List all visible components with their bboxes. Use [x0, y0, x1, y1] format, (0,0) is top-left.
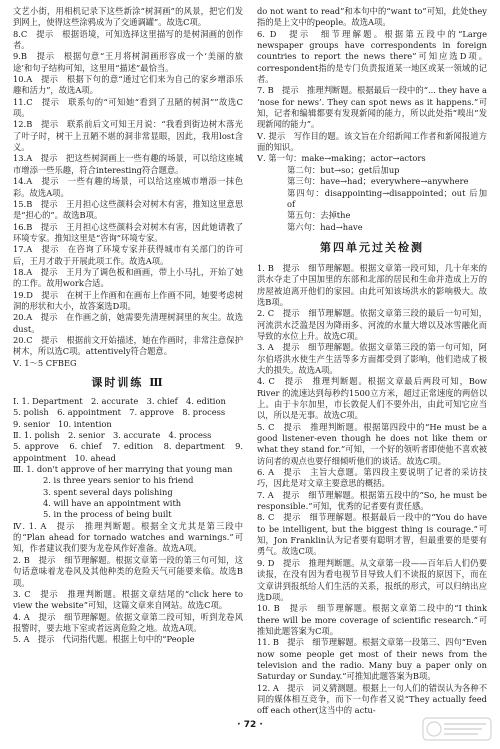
answer-line: Ⅰ. 1. Department 2. accurate 3. chief 4. edition [13, 396, 226, 406]
answer-paragraph: 6. D 提示 细节理解题。根据第五段中的“Large newspaper groups have correspondents in foreign countries to report the news there”可知应选D项。correspondent指的是专门负责报道某一地区或某一领域的记者。 [257, 28, 487, 85]
answer-paragraph: 6. A 提示 主旨大意题。第四段主要说明了记者的采访技巧，因此是对文章主要意思的概括。 [257, 467, 487, 489]
section-heading: 课时训练 Ⅲ [91, 376, 165, 389]
answer-paragraph: Ⅴ. 第一句：make→making；actor→actors [257, 153, 426, 164]
answer-paragraph: 9.B 提示 根据句意“王月将树洞画形容成一个‘美丽的旅途’和句子结构可知，这里用“描述”最恰当。 [13, 51, 243, 73]
answer-line: 5. in the process of being built [43, 509, 172, 520]
answer-paragraph: 2. C 提示 细节理解题。依据文章第三段的最后一句可知，河流洪水泛滥是因为降雨多、河流的水量大增以及冰雪融化而导致的水位上升。故选C项。 [257, 308, 487, 341]
watermark-logo-icon [422, 715, 492, 743]
answer-line: 3. spent several days polishing [43, 486, 173, 497]
answer-paragraph: 14.A 提示 一些有趣的场景，可以给这座城市增添一抹色彩。故选A项。 [13, 176, 243, 198]
left-column [13, 6, 243, 646]
answer-line: 第二句：but→so；get后加up [287, 164, 400, 175]
answer-line: 第四句：disappointing→disappointed；out 后加of [287, 187, 487, 209]
answer-paragraph: 19.D 提示 在树干上作画和在画布上作画不同，她要考虑树洞的形状和大小，故答案选D项。 [13, 289, 243, 311]
answer-paragraph: 12. A 提示 词义猜测题。根据上一句人们的错误认为各种不同的媒体相互竞争，而下一句作者又说“They actually feed off each other(这当中的 actu- [257, 682, 487, 716]
right-column [257, 6, 487, 717]
answer-paragraph: 9. D 提示 推理判断题。从文章第一段——百年后人们仍要读报，在没有因为看电视节目导致人们不读报的原因下，而在文章讲到报纸给人们生活的关系，报纸的形式，可以归纳出应选D项。 [257, 557, 487, 602]
answer-paragraph: 4. C 提示 推理判断题。根据文章最后两段可知，Bow River 的流速达到每秒约1500立方米，超过正常速度的两倍以上。由于卡尔加里，市长敦促人们不要外出，由此可知它应当以，所以是无事。故选C项。 [257, 376, 487, 421]
answer-line: 5. approve 6. chief 7. edition 8. department 9. appointment 10. ahead [13, 441, 243, 463]
answer-paragraph: 5. A 提示 代词指代题。根据上句中的“People [13, 634, 195, 645]
answer-paragraph: 11. B 提示 细节理解题。根据文章第一段第三、四句“Even now some people get most of their news from the television and the radio. Many buy a paper only on Saturday or Sunday.”可推知此题答案为B项。 [257, 637, 487, 682]
answer-paragraph: 15.B 提示 王月担心这些颜料会对树木有害，推知这里意思是“担心的”。故选B项。 [13, 198, 243, 221]
answer-paragraph: 3. C 提示 推理判断题。根据文章结尾的“click here to view the website”可知，这篇文章来自网站。故选C项。 [13, 588, 243, 611]
answer-line: 5. polish 6. appointment 7. approve 8. process [13, 407, 226, 418]
answer-paragraph: 4. A 提示 细节理解题。依据文章第二段可知，听到龙卷风报警时，要去地下室或者远离危险之地。故选A项。 [13, 611, 243, 633]
answer-paragraph: 2. B 提示 细节理解题。根据文章第一段的第三句可知，这句话意味着龙卷风及其他种类的危险天气可能要来临。故选B项。 [13, 554, 243, 588]
answer-paragraph: 8.C 提示 根据语境，可知选择这里描写的是树洞画的创作者。 [13, 28, 243, 51]
answer-paragraph: 1. B 提示 细节理解题。根据文章第一段可知，几十年来的洪水夺走了中国加里的东部和北部的居民和生命并造成上万的房屋被迫离开他们的家园。由此可知该场洪水的影响极大。故选B项。 [257, 262, 487, 307]
answer-paragraph: 20.C 提示 根据前文开始描述，她在作画时，非常注意保护树木，所以选C项。attentively符合题意。 [13, 334, 243, 357]
answer-paragraph: 16.B 提示 王月担心这些颜料会对树木有害，因此她请教了环境专家。推知这里是“咨询”环境专家。 [13, 221, 243, 243]
answer-line: 4. will have an appointment with [43, 498, 182, 509]
answer-line: 第六句：had→have [287, 221, 363, 232]
answer-paragraph: 13.A 提示 把这些树洞画上一些有趣的场景，可以给这座城市增添一些乐趣，符合interesting符合题意。 [13, 153, 243, 175]
answer-line: 第三句：have→had；everywhere→anywhere [287, 176, 469, 187]
answer-line: 第五句：去掉the [287, 210, 351, 221]
answer-paragraph: 17.A 提示 在咨询了环境专家并获得城市有关部门的许可后，王月才敢于开展此项工作。故选A项。 [13, 244, 243, 266]
answer-paragraph: 11.C 提示 联系句的“可知她“看到了丑陋的树洞””故选C项。 [13, 96, 243, 119]
answer-paragraph: do not want to read”和本句中的“want to”可知，此处they指的是上文中的people。故选A项。 [257, 6, 487, 28]
answer-paragraph: 3. A 提示 细节理解题。依据文章第三段的第一句可知，阿尔伯塔洪水使生产生活等多方面都受到了影响，他们造成了极大的损失。故选A项。 [257, 342, 487, 375]
answer-line: 2. is three years senior to his friend [43, 475, 194, 486]
answer-line: 9. senior 10. intention [13, 418, 112, 429]
answer-paragraph: Ⅴ. 提示 写作目的题。该文旨在介绍新闻工作者和新闻报道方面的知识。 [257, 130, 487, 153]
answer-paragraph: 8. C 提示 细节理解题。根据最后一段中的“You do have to be intelligent, but the biggest thing is courage.”可知，Jon Franklin认为记者要有聪明才智，但最重要的是要有勇气。故选C项。 [257, 512, 487, 557]
answer-paragraph: 7. B 提示 推理判断题。根据最后一段中的“... they have a ‘nose for news’. They can spot news as it happens.”可知，记者和编辑都要有发现新闻的能力，所以此处指“嗅出”发现新闻的能力”。 [257, 85, 487, 130]
answer-paragraph: 5. C 提示 推理判断题。根据第四段中的“He must be a good listener-even though he does not like them or what they stand for.”可知，一个好的领听者即使他不喜欢被访问者的观点也要仔细倾听他们的谈话。故选C项。 [257, 421, 487, 466]
answer-line: Ⅲ. 1. don't approve of her marrying that young man [13, 464, 233, 475]
answer-line: Ⅱ. 1. polish 2. senior 3. accurate 4. process [13, 430, 212, 441]
answer-paragraph: 7. A 提示 细节理解题。根据第五段中的“So, he must be responsible.”可知，优秀的记者要有责任感。 [257, 489, 487, 512]
answer-paragraph: 18.A 提示 王月为了调色板和画画，带上小马扎，开始了她的工作。故用work合适。 [13, 266, 243, 289]
answer-paragraph: 文艺小街，用相机记录下这些新涂“树洞画”的风景，把它们发到网上，使得这些涂鸦成为了交通调罐”。故选C项。 [13, 6, 243, 28]
answer-paragraph: 10. B 提示 细节理解题。根据文章第二段中的“I think there will be more coverage of scientific research.”可推知此题答案为C项。 [257, 603, 487, 636]
page-number: · 72 · [237, 720, 263, 730]
answer-paragraph: Ⅳ. 1. A 提示 推理判断题。根据全文尤其是第三段中的“Plan ahead for tornado watches and warnings.”可知，作者建议我们要为龙卷风作好准备。故选A项。 [13, 520, 243, 554]
answer-paragraph: 12.B 提示 联系前后文可知王月说：“我看到街边树木落光了叶子时，树干上丑陋不堪的洞非常显眼，因此，我用lost含义。 [13, 119, 243, 153]
section-heading: 第四单元过关检测 [320, 240, 424, 254]
answer-paragraph: 20.A 提示 在作画之前，她需要先清理树洞里的灰尘。故选dust。 [13, 312, 243, 334]
answer-paragraph: Ⅴ. 1～5 CFBEG [13, 357, 77, 368]
answer-paragraph: 10.A 提示 根据下句的意“通过它们来为自己的家乡增添乐趣和活力”，故选A项。 [13, 74, 243, 96]
